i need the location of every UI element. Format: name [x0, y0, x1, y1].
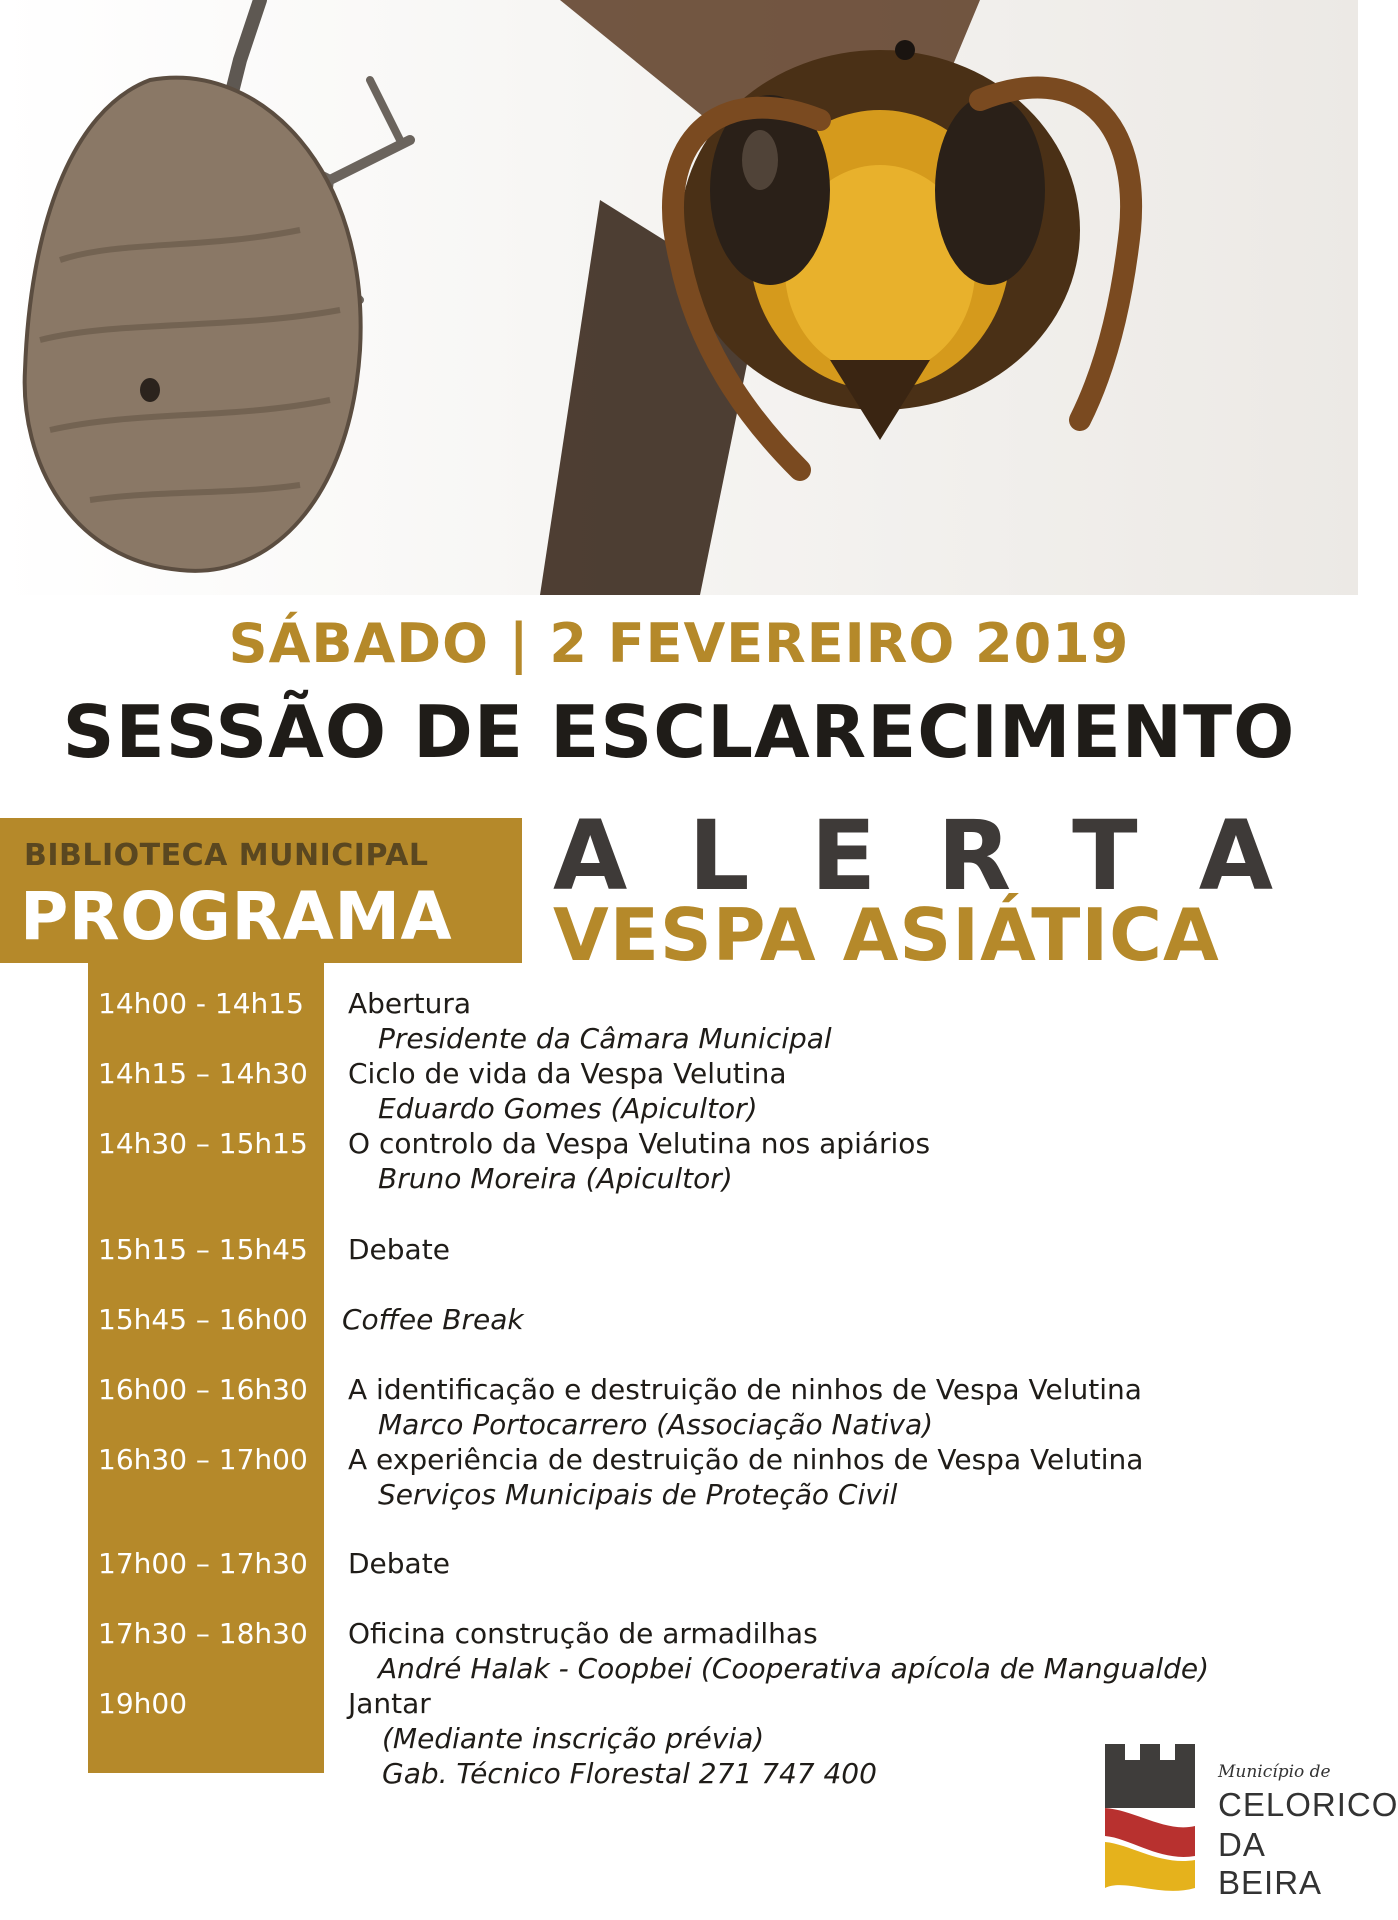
- schedule-speaker: Eduardo Gomes (Apicultor): [378, 1092, 758, 1125]
- schedule-title: Oficina construção de armadilhas: [348, 1617, 818, 1650]
- schedule-time: 14h30 – 15h15: [98, 1127, 308, 1160]
- schedule-title: A identificação e destruição de ninhos de Vespa Velutina: [348, 1373, 1142, 1406]
- program-header-box: [0, 818, 522, 963]
- hero-illustration: [0, 0, 1358, 595]
- schedule-title: Ciclo de vida da Vespa Velutina: [348, 1057, 787, 1090]
- schedule-note: (Mediante inscrição prévia): [382, 1722, 765, 1755]
- tower-icon: [1105, 1744, 1195, 1808]
- schedule-speaker: Presidente da Câmara Municipal: [378, 1022, 832, 1055]
- schedule-time: 19h00: [98, 1687, 188, 1720]
- alert-letter: E: [810, 800, 877, 912]
- logo-text-da-beira: DA BEIRA: [1218, 1826, 1323, 1901]
- logo-text-municipio: Município de: [1218, 1762, 1331, 1782]
- schedule-speaker: Serviços Municipais de Proteção Civil: [378, 1478, 898, 1511]
- event-date: SÁBADO | 2 FEVEREIRO 2019: [228, 612, 1130, 675]
- alert-letter: T: [1072, 800, 1138, 912]
- alert-letter: R: [937, 800, 1012, 912]
- schedule-title: O controlo da Vespa Velutina nos apiários: [348, 1127, 931, 1160]
- schedule-title: Jantar: [348, 1687, 431, 1720]
- schedule-speaker: André Halak - Coopbei (Cooperativa apícola de Mangualde): [378, 1652, 1210, 1685]
- schedule-time: 15h15 – 15h45: [98, 1233, 308, 1266]
- alert-letter: A: [553, 800, 628, 912]
- schedule-title: Coffee Break: [342, 1303, 524, 1336]
- logo-text-celorico: CELORICO: [1218, 1786, 1398, 1823]
- schedule-speaker: Marco Portocarrero (Associação Nativa): [378, 1408, 934, 1441]
- schedule-time: 17h00 – 17h30: [98, 1547, 308, 1580]
- schedule-time: 17h30 – 18h30: [98, 1617, 308, 1650]
- hero-image: [0, 0, 1358, 595]
- program-title: PROGRAMA: [20, 878, 453, 955]
- venue-label: BIBLIOTECA MUNICIPAL: [24, 838, 429, 873]
- schedule-time: 14h15 – 14h30: [98, 1057, 308, 1090]
- alert-letter: L: [688, 800, 750, 912]
- subject-heading: VESPA ASIÁTICA: [553, 893, 1220, 977]
- schedule-title: A experiência de destruição de ninhos de Vespa Velutina: [348, 1443, 1144, 1476]
- schedule-time: 15h45 – 16h00: [98, 1303, 308, 1336]
- alert-letter: A: [1198, 800, 1273, 912]
- schedule-title: Abertura: [348, 987, 472, 1020]
- schedule-time: 14h00 - 14h15: [98, 987, 304, 1020]
- session-title: SESSÃO DE ESCLARECIMENTO: [62, 690, 1296, 774]
- schedule-note: Gab. Técnico Florestal 271 747 400: [382, 1757, 877, 1790]
- schedule-time: 16h30 – 17h00: [98, 1443, 308, 1476]
- schedule-speaker: Bruno Moreira (Apicultor): [378, 1162, 733, 1195]
- schedule-time: 16h00 – 16h30: [98, 1373, 308, 1406]
- schedule-title: Debate: [348, 1233, 450, 1266]
- schedule-title: Debate: [348, 1547, 450, 1580]
